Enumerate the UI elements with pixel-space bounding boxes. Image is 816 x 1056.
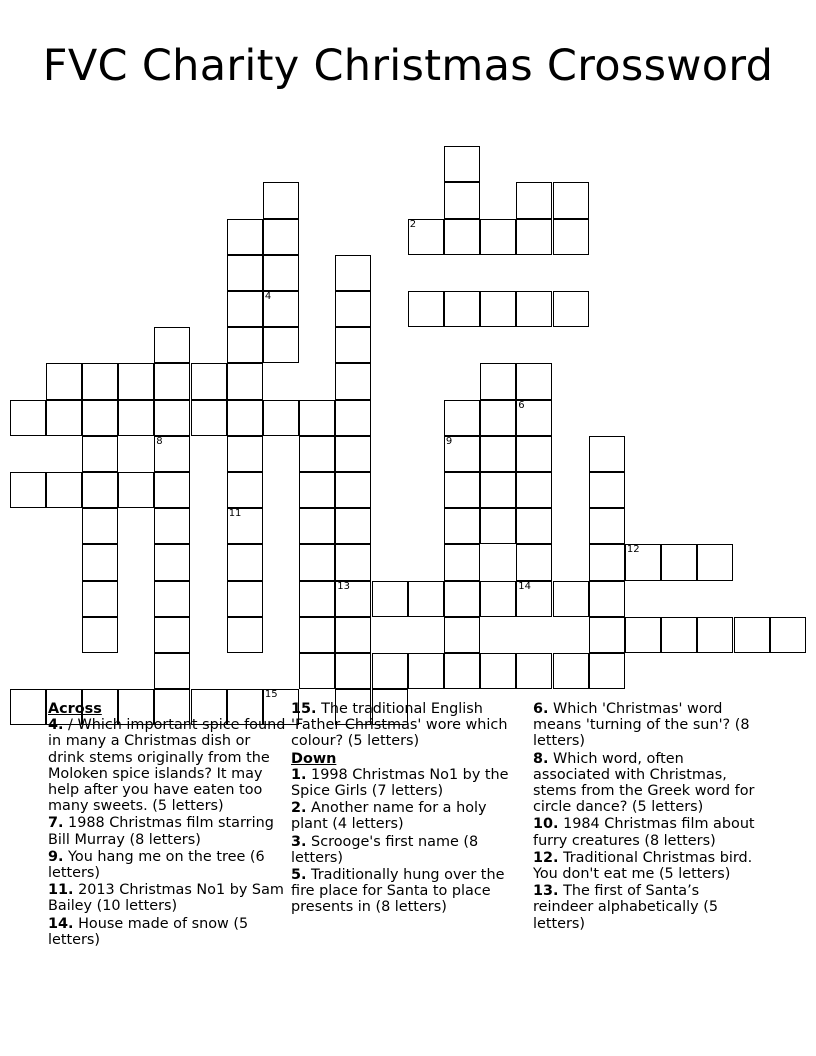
grid-cell[interactable]: [697, 544, 733, 580]
grid-cell[interactable]: [372, 581, 408, 617]
grid-cell[interactable]: [82, 544, 118, 580]
clue-item: [291, 800, 519, 832]
clue-item: [291, 701, 519, 750]
grid-cell[interactable]: [299, 581, 335, 617]
grid-cell[interactable]: [118, 472, 154, 508]
grid-cell[interactable]: [480, 653, 516, 689]
clue-number: 7.: [48, 815, 64, 832]
grid-cell[interactable]: [661, 544, 697, 580]
grid-cell[interactable]: [444, 400, 480, 436]
grid-cell[interactable]: [82, 436, 118, 472]
grid-cell[interactable]: [191, 363, 227, 399]
grid-cell[interactable]: [589, 581, 625, 617]
grid-cell[interactable]: [82, 508, 118, 544]
clue-number-label: 8: [156, 435, 163, 447]
grid-cell[interactable]: [299, 544, 335, 580]
grid-cell[interactable]: [480, 581, 516, 617]
grid-cell[interactable]: [444, 146, 480, 182]
across-clue-list-continued: [291, 701, 519, 750]
clues-column-2: [291, 701, 519, 917]
grid-cell[interactable]: [480, 436, 516, 472]
grid-cell[interactable]: [553, 291, 589, 327]
grid-cell[interactable]: [263, 182, 299, 218]
grid-cell[interactable]: [516, 182, 552, 218]
grid-cell[interactable]: [154, 508, 190, 544]
grid-cell[interactable]: [299, 436, 335, 472]
clue-number-label: 6: [518, 399, 525, 411]
grid-cell[interactable]: [444, 508, 480, 544]
clue-number: 3.: [291, 833, 307, 850]
clue-item: [291, 834, 519, 866]
grid-cell[interactable]: [154, 436, 190, 472]
clue-item: [533, 701, 761, 750]
grid-cell[interactable]: [227, 400, 263, 436]
grid-cell[interactable]: [516, 581, 552, 617]
grid-cell[interactable]: [516, 291, 552, 327]
down-clue-list-continued: [533, 701, 761, 932]
grid-cell[interactable]: [625, 544, 661, 580]
clue-number: 11.: [48, 882, 74, 899]
grid-cell[interactable]: [82, 617, 118, 653]
grid-cell[interactable]: [589, 544, 625, 580]
grid-cell[interactable]: [154, 653, 190, 689]
grid-cell[interactable]: [516, 219, 552, 255]
grid-cell[interactable]: [480, 219, 516, 255]
grid-cell[interactable]: [227, 255, 263, 291]
grid-cell[interactable]: [263, 255, 299, 291]
clue-number-label: 14: [518, 580, 532, 592]
grid-cell[interactable]: [118, 400, 154, 436]
clue-text: House made of snow (5 letters): [48, 915, 249, 948]
grid-cell[interactable]: [299, 653, 335, 689]
clue-item: [291, 867, 519, 916]
clue-item: [533, 850, 761, 882]
clue-number-label: 15: [264, 689, 278, 701]
grid-cell[interactable]: [408, 291, 444, 327]
clue-number-label: 12: [626, 544, 640, 556]
clue-text: The traditional English 'Father Christmas' wore which colour? (5 letters): [291, 701, 508, 750]
grid-cell[interactable]: [553, 581, 589, 617]
grid-cell[interactable]: [154, 363, 190, 399]
grid-cell[interactable]: [589, 436, 625, 472]
grid-cell[interactable]: [82, 363, 118, 399]
clue-number-label: 2: [409, 218, 417, 230]
grid-cell[interactable]: [10, 400, 46, 436]
clue-number: 13.: [533, 883, 559, 900]
grid-cell[interactable]: [335, 400, 371, 436]
grid-cell[interactable]: [227, 508, 263, 544]
across-heading: Across: [48, 701, 102, 717]
grid-cell[interactable]: [154, 327, 190, 363]
grid-cell[interactable]: [335, 327, 371, 363]
clues-column-1: [48, 701, 288, 949]
clue-number-label: 13: [337, 580, 351, 592]
clue-item: [48, 815, 288, 847]
clues-column-3: [533, 701, 761, 933]
grid-cell[interactable]: [444, 182, 480, 218]
clue-text: You hang me on the tree (6 letters): [48, 848, 265, 882]
down-clue-list: [291, 767, 519, 916]
grid-cell[interactable]: [263, 327, 299, 363]
grid-cell[interactable]: [553, 182, 589, 218]
clue-number: 1.: [291, 766, 307, 783]
grid-cell[interactable]: [372, 653, 408, 689]
grid-cell[interactable]: [516, 436, 552, 472]
grid-cell[interactable]: [408, 653, 444, 689]
grid-cell[interactable]: [299, 472, 335, 508]
grid-cell[interactable]: [335, 581, 371, 617]
clue-number: 2.: [291, 800, 307, 817]
grid-cell[interactable]: [516, 400, 552, 436]
grid-cell[interactable]: [589, 472, 625, 508]
grid-cell[interactable]: [82, 581, 118, 617]
clue-number-label: 11: [228, 508, 242, 520]
grid-cell[interactable]: [263, 219, 299, 255]
grid-cell[interactable]: [263, 400, 299, 436]
grid-cell[interactable]: [10, 472, 46, 508]
grid-cell[interactable]: [263, 291, 299, 327]
grid-cell[interactable]: [444, 291, 480, 327]
grid-cell[interactable]: [480, 400, 516, 436]
grid-cell[interactable]: [444, 544, 480, 580]
grid-cell[interactable]: [335, 653, 371, 689]
grid-cell[interactable]: [516, 363, 552, 399]
down-heading: Down: [291, 750, 337, 767]
grid-cell[interactable]: [227, 327, 263, 363]
grid-cell[interactable]: [335, 472, 371, 508]
grid-cell[interactable]: [408, 581, 444, 617]
clue-text: Which 'Christmas' word means 'turning of the sun'? (8 letters): [533, 701, 750, 750]
grid-cell[interactable]: [480, 291, 516, 327]
grid-cell[interactable]: [46, 400, 82, 436]
clue-number: 12.: [533, 849, 559, 866]
clue-text: Another name for a holy plant (4 letters): [291, 800, 487, 833]
clue-number: 8.: [533, 750, 549, 767]
grid-cell[interactable]: [299, 617, 335, 653]
grid-cell[interactable]: [770, 617, 806, 653]
clue-number: 5.: [291, 867, 307, 884]
clue-number: 10.: [533, 816, 559, 833]
grid-cell[interactable]: [661, 617, 697, 653]
grid-cell[interactable]: [335, 508, 371, 544]
grid-cell[interactable]: [227, 617, 263, 653]
grid-cell[interactable]: [227, 363, 263, 399]
clue-text: Which word, often associated with Christmas, stems from the Greek word for circle dance? (5 letters): [533, 750, 755, 816]
grid-cell[interactable]: [154, 544, 190, 580]
grid-cell[interactable]: [299, 508, 335, 544]
clue-item: [291, 767, 519, 799]
grid-cell[interactable]: [227, 544, 263, 580]
page-title: FVC Charity Christmas Crossword: [42, 41, 774, 91]
grid-cell[interactable]: [697, 617, 733, 653]
grid-cell[interactable]: [516, 544, 552, 580]
grid-cell[interactable]: [444, 581, 480, 617]
clue-text: Traditional Christmas bird. You don't eat me (5 letters): [533, 849, 753, 883]
grid-cell[interactable]: [335, 363, 371, 399]
grid-cell[interactable]: [480, 508, 516, 544]
clue-item: [533, 816, 761, 848]
clue-text: / Which important spice found in many a Christmas dish or drink stems originally from the Moloken spice islands? It may help after you have eaten too many sweets. (5 letters): [48, 717, 286, 815]
grid-cell[interactable]: [335, 617, 371, 653]
grid-cell[interactable]: [299, 400, 335, 436]
clue-text: 1988 Christmas film starring Bill Murray (8 letters): [48, 815, 274, 848]
grid-cell[interactable]: [444, 617, 480, 653]
grid-cell[interactable]: [625, 617, 661, 653]
grid-cell[interactable]: [227, 581, 263, 617]
grid-cell[interactable]: [444, 472, 480, 508]
clue-number-label: 4: [264, 291, 272, 302]
clue-text: Scrooge's first name (8 letters): [291, 833, 479, 866]
grid-cell[interactable]: [227, 472, 263, 508]
grid-cell[interactable]: [227, 291, 263, 327]
grid-cell[interactable]: [516, 472, 552, 508]
clue-item: [533, 883, 761, 932]
grid-cell[interactable]: [408, 219, 444, 255]
grid-cell[interactable]: [516, 508, 552, 544]
grid-cell[interactable]: [480, 472, 516, 508]
clue-text: 1998 Christmas No1 by the Spice Girls (7 letters): [291, 766, 509, 800]
grid-cell[interactable]: [227, 219, 263, 255]
grid-cell[interactable]: [444, 219, 480, 255]
grid-cell[interactable]: [191, 400, 227, 436]
clue-item: [48, 882, 288, 914]
grid-cell[interactable]: [154, 400, 190, 436]
grid-cell[interactable]: [154, 617, 190, 653]
grid-cell[interactable]: [335, 291, 371, 327]
clue-number: 14.: [48, 915, 74, 932]
grid-cell[interactable]: [82, 472, 118, 508]
clue-number: 4.: [48, 717, 64, 734]
clue-item: [533, 751, 761, 816]
grid-cell[interactable]: [46, 363, 82, 399]
grid-cell[interactable]: [734, 617, 770, 653]
grid-cell[interactable]: [46, 472, 82, 508]
grid-cell[interactable]: [553, 219, 589, 255]
clue-number: 15.: [291, 701, 317, 717]
grid-cell[interactable]: [480, 363, 516, 399]
grid-cell[interactable]: [589, 653, 625, 689]
across-clue-list: [48, 717, 288, 948]
grid-cell[interactable]: [444, 436, 480, 472]
grid-cell[interactable]: [118, 363, 154, 399]
clue-item: [48, 916, 288, 948]
clue-text: The first of Santa’s reindeer alphabetically (5 letters): [533, 883, 719, 932]
clue-item: [48, 849, 288, 881]
clue-number-label: 9: [445, 435, 453, 447]
clue-text: Traditionally hung over the fire place for Santa to place presents in (8 letters): [291, 867, 505, 916]
grid-cell[interactable]: [335, 255, 371, 291]
grid-cell[interactable]: [154, 472, 190, 508]
grid-cell[interactable]: [335, 544, 371, 580]
grid-cell[interactable]: [553, 653, 589, 689]
clue-item: [48, 717, 288, 814]
grid-cell[interactable]: [227, 436, 263, 472]
grid-cell[interactable]: [516, 653, 552, 689]
grid-cell[interactable]: [10, 689, 46, 725]
grid-cell[interactable]: [335, 436, 371, 472]
grid-cell[interactable]: [589, 508, 625, 544]
clue-text: 1984 Christmas film about furry creatures (8 letters): [533, 816, 755, 849]
clue-number: 9.: [48, 848, 64, 865]
grid-cell[interactable]: [82, 400, 118, 436]
clue-number: 6.: [533, 701, 549, 717]
clue-text: 2013 Christmas No1 by Sam Bailey (10 letters): [48, 882, 284, 915]
grid-cell[interactable]: [589, 617, 625, 653]
grid-cell[interactable]: [154, 581, 190, 617]
grid-cell[interactable]: [444, 653, 480, 689]
